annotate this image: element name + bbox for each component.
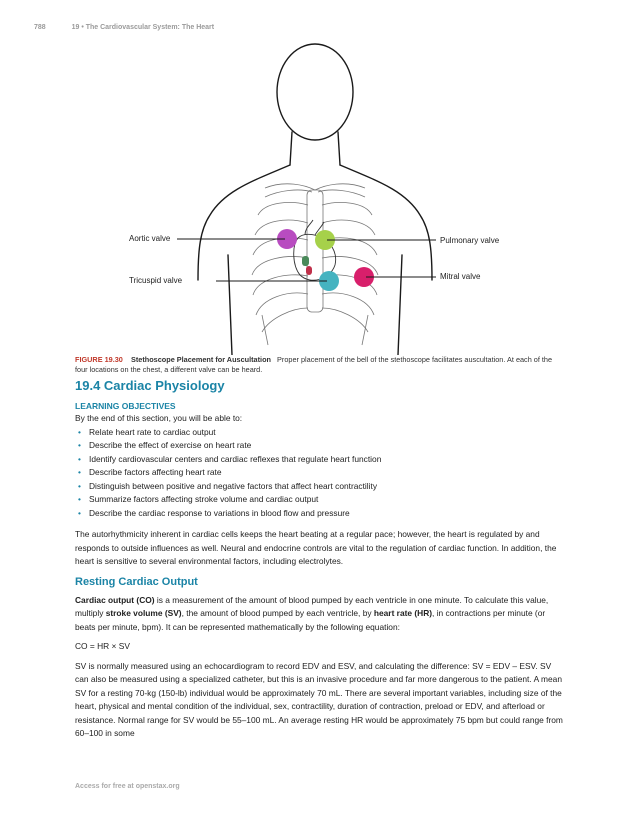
paragraph-cardiac-output: Cardiac output (CO) is a measurement of the amount of blood pumped by each ventricle in one minute. To calculate this value, multiply stroke volume (SV), the amount of blood pumped by each ventricle, by heart rate (HR), in contractions per minute (or beats per minute, bpm). It can be represented mathematically by the following equation: bbox=[75, 594, 549, 632]
heart-chamber-red bbox=[306, 266, 312, 275]
figure-title: Stethoscope Placement for Auscultation bbox=[130, 355, 271, 364]
objective-item: • Describe factors affecting heart rate bbox=[75, 466, 565, 480]
paragraph-autorhythmicity: The autorhythmicity inherent in cardiac cells keeps the heart beating at a regular pace; however, the heart is regulated by and responds to outside influences as well. Neural and endocrine controls are vital to the regulation of cardiac function. In addition, the heart is sensitive to several environmental factors, including electrolytes. bbox=[75, 529, 557, 566]
heart-chamber-green bbox=[302, 256, 309, 266]
term-cardiac-output: Cardiac output (CO) bbox=[75, 594, 155, 605]
objective-item: • Describe the effect of exercise on heart rate bbox=[75, 439, 565, 453]
objective-item: • Distinguish between positive and negative factors that affect heart contractility bbox=[75, 480, 565, 494]
objective-item: • Relate heart rate to cardiac output bbox=[75, 426, 565, 440]
tricuspid-valve-label: Tricuspid valve bbox=[129, 276, 183, 285]
stethoscope-figure bbox=[0, 40, 630, 355]
paragraph-stroke-volume: SV is normally measured using an echocardiogram to record EDV and ESV, and calculating the difference: SV = EDV – ESV. SV can also be measured using a specialized catheter, but this is an invasive procedure and far more dangerous to the patient. A mean SV for a resting 70-kg (150-lb) individual would be approximately 70 mL. There are several important variables, including size of the heart, physical and mental condition of the individual, sex, contractility, duration of contraction, preload or EDV, and afterload or resistance. Normal range for SV would be 55–100 mL. An average resting HR would be approximately 75 bpm but could range from 60–100 in some bbox=[75, 660, 563, 738]
section-content bbox=[75, 378, 565, 747]
learning-objectives-heading: LEARNING OBJECTIVES bbox=[75, 401, 176, 411]
objectives-intro: By the end of this section, you will be able to: bbox=[75, 413, 243, 423]
section-title: 19.4 Cardiac Physiology bbox=[75, 378, 225, 393]
objectives-list bbox=[75, 426, 565, 521]
objective-item: • Summarize factors affecting stroke volume and cardiac output bbox=[75, 493, 565, 507]
subsection-title: Resting Cardiac Output bbox=[75, 575, 198, 588]
figure-caption bbox=[75, 355, 565, 375]
figure-number: FIGURE 19.30 bbox=[75, 355, 123, 364]
torso-illustration bbox=[0, 40, 630, 355]
equation: CO = HR × SV bbox=[75, 641, 130, 651]
term-stroke-volume: stroke volume (SV) bbox=[105, 608, 182, 618]
page-header bbox=[34, 24, 214, 31]
mitral-valve-label: Mitral valve bbox=[440, 272, 481, 281]
pulmonary-valve-label: Pulmonary valve bbox=[440, 236, 500, 245]
chapter-title: 19 • The Cardiovascular System: The Heart bbox=[71, 24, 215, 31]
caption-text: Proper placement of the bell of the stethoscope facilitates auscultation. At each of the four locations on the chest, a different valve can be heard. bbox=[75, 355, 553, 374]
objective-item: • Identify cardiovascular centers and cardiac reflexes that regulate heart function bbox=[75, 453, 565, 467]
term-heart-rate: heart rate (HR) bbox=[373, 608, 433, 618]
page-number: 788 bbox=[34, 24, 46, 31]
page-footer: Access for free at openstax.org bbox=[75, 783, 180, 790]
aortic-valve-label: Aortic valve bbox=[129, 234, 171, 243]
objective-item: • Describe the cardiac response to variations in blood flow and pressure bbox=[75, 507, 565, 521]
